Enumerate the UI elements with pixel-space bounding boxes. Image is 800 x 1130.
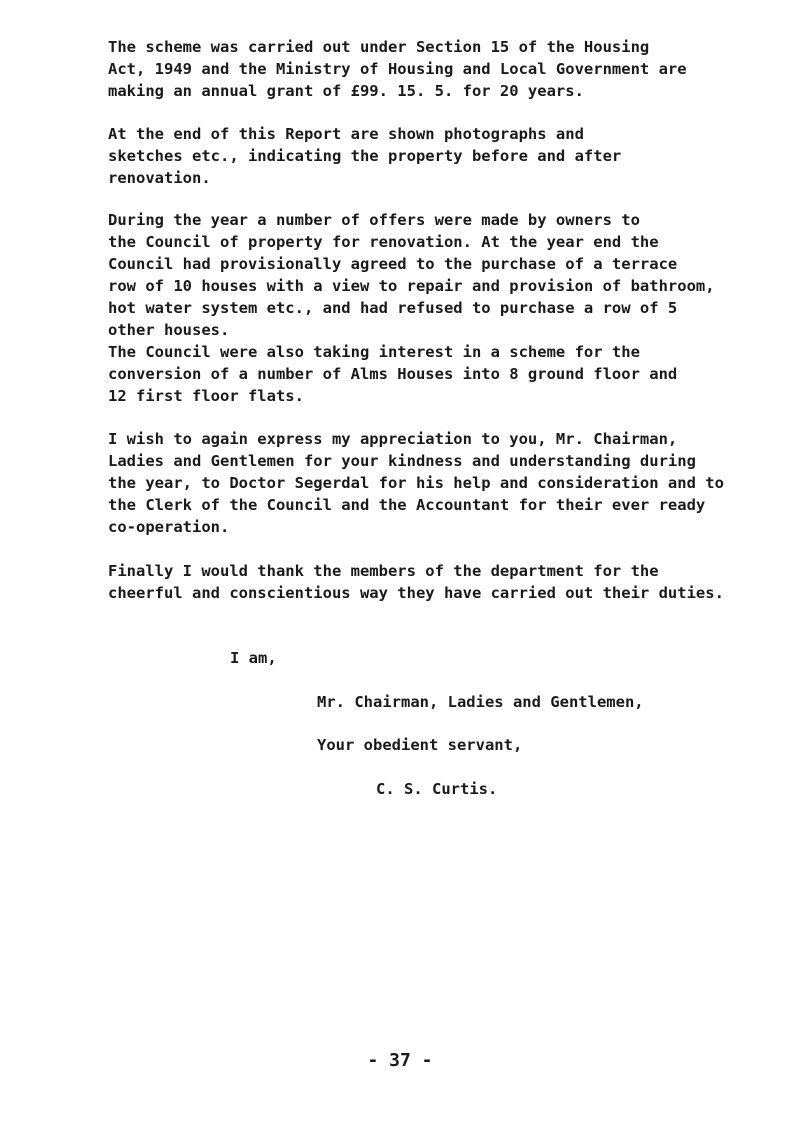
closing-obedient-servant: Your obedient servant, [317,736,523,754]
closing-i-am: I am, [230,649,277,667]
page-number: - 37 - [367,1050,433,1071]
paragraph-alms-houses: The Council were also taking interest in a scheme for the conversion of a number of Alms Houses into 8 ground floor and 12 first floor flats. [108,343,678,405]
paragraph-appreciation: I wish to again express my appreciation to you, Mr. Chairman, Ladies and Gentlemen for your kindness and understanding during the year, to Doctor Segerdal for his help and consideration and to the Clerk of the Council and the Accountant for their ever ready co-operation. [108,430,724,536]
paragraph-photographs-sketches: At the end of this Report are shown photographs and sketches etc., indicating the property before and after renovation. [108,125,622,187]
paragraph-thanks-department: Finally I would thank the members of the department for the cheerful and conscientious way they have carried out their duties. [108,562,724,602]
signature-name: C. S. Curtis. [376,780,498,798]
closing-salutation: Mr. Chairman, Ladies and Gentlemen, [317,693,644,711]
paragraph-housing-act-grant: The scheme was carried out under Section 15 of the Housing Act, 1949 and the Ministry of Housing and Local Government are making an annual grant of £99. 15. 5. for 20 years. [108,38,687,100]
paragraph-offers-renovation: During the year a number of offers were made by owners to the Council of property for renovation. At the year end the Council had provisionally agreed to the purchase of a terrace row of 10 houses with a view to repair and provision of bathroom, hot water system etc., and had refused to purchase a row of 5 other houses. [108,211,715,339]
